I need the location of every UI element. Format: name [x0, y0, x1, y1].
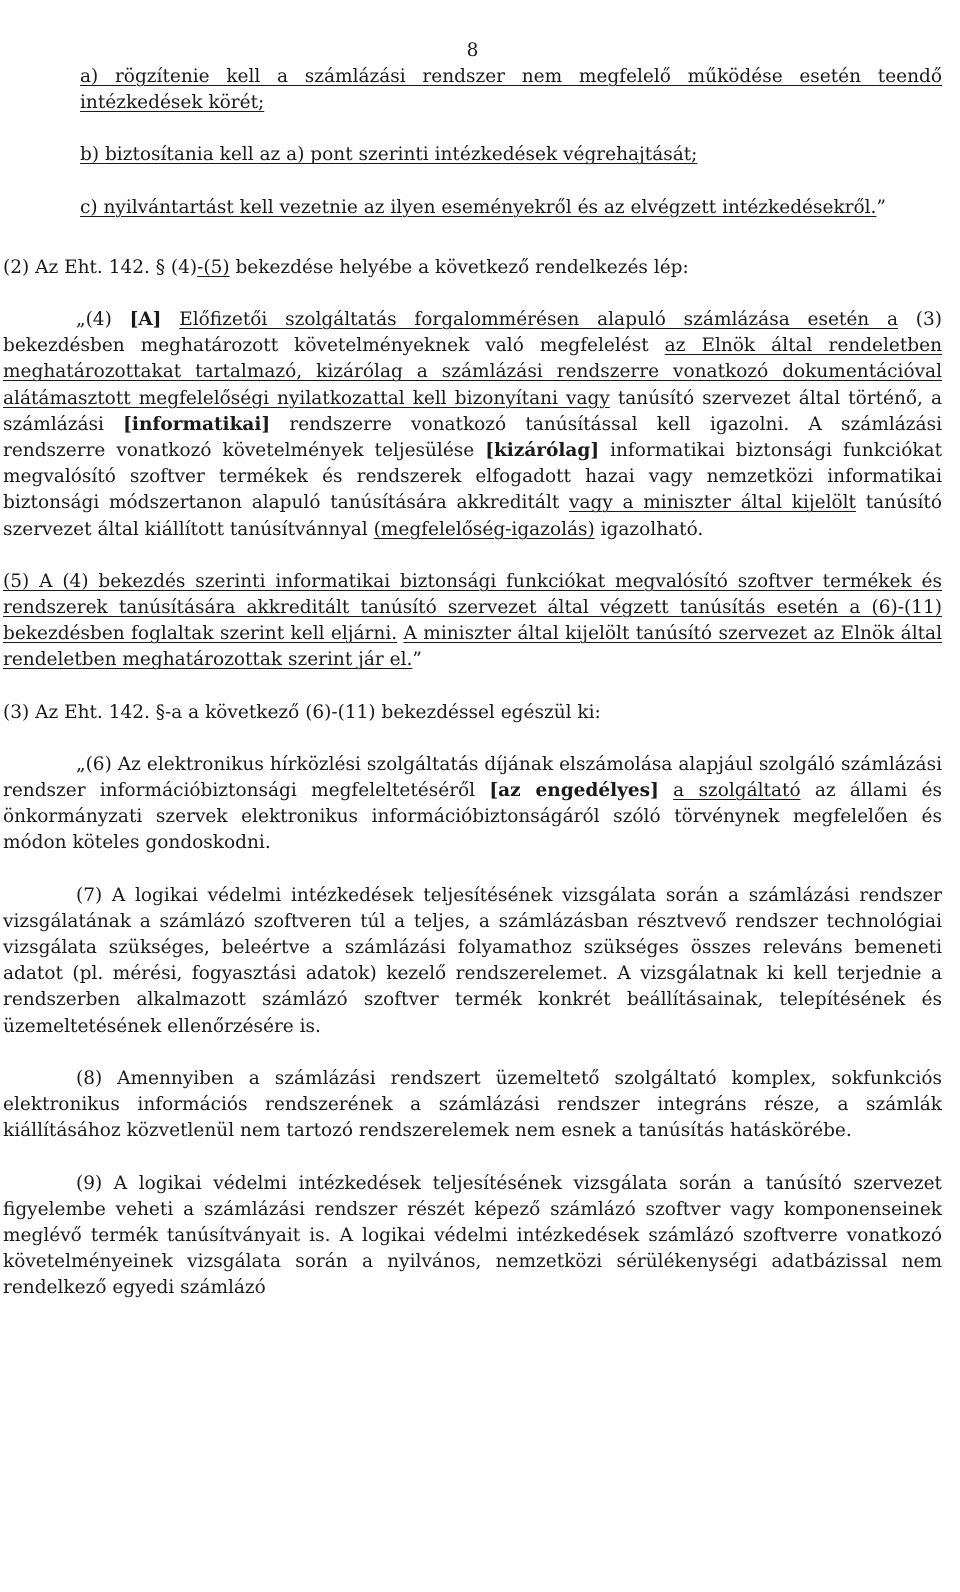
p4-s4: rendszerre vonatkozó tanúsítással kell igazolni. A számlázási rendszerre vonatkozó követelmények teljesülése — [3, 413, 942, 462]
p4-s2: (3) bekezdésben meghatározott követelményeknek való megfelelést — [3, 309, 943, 357]
amendment-2-heading — [3, 255, 942, 281]
p4-s7: igazolható. — [594, 518, 704, 540]
page-number: 8 — [466, 40, 479, 61]
amendment-2-pre: (2) Az Eht. 142. § (4) — [3, 256, 198, 278]
p6-s3: az állami és önkormányzati szervek elektronikus információbiztonságáról szóló törvénynek megfelelően és módon köteles gondoskodni. — [3, 780, 943, 854]
item-a — [3, 64, 942, 116]
p6-bracket: [az engedélyes] — [489, 780, 659, 802]
p4-u4: (megfelelőség-igazolás) — [373, 518, 595, 540]
item-b-text: b) biztosítania kell az a) pont szerinti intézkedések végrehajtását; — [80, 144, 698, 166]
paragraph-6 — [3, 752, 942, 857]
p5-close: ” — [412, 649, 422, 671]
p4-bracket-a: [A] — [129, 309, 162, 331]
item-a-text: a) rögzítenie kell a számlázási rendszer nem megfelelő működése esetén teendő intézkedések körét; — [80, 66, 942, 114]
paragraph-7: (7) A logikai védelmi intézkedések teljesítésének vizsgálata során a számlázási rendszer vizsgálatának a számlázó szoftveren túl a teljes, a számlázásban résztvevő rendszer technológiai vizsgálata szükséges, beleértve a számlázási folyamathoz szükséges összes releváns bemeneti adatot (pl. mérési, fogyasztási adatok) kezelő rendszerelemet. A vizsgálatnak ki kell terjednie a rendszerben alkalmazott számlázó szoftver termék konkrét beállításainak, telepítésének és üzemeltetésének ellenőrzésére is. — [3, 884, 942, 1037]
amendment-2-link: -(5) — [197, 256, 230, 278]
p4-s6: tanúsító szervezet által kiállított tanúsítvánnyal — [3, 492, 942, 540]
p6-s1: „(6) Az elektronikus hírközlési szolgáltatás díjának elszámolása alapjául szolgáló számlázási rendszer információbiztonsági megfeleltetéséről — [3, 753, 942, 802]
p4-bracket-kizarolag: [kizárólag] — [485, 440, 600, 462]
p5-u1: (5) A (4) bekezdés szerinti informatikai biztonsági funkciókat megvalósító szoftver termékek és rendszerek tanúsítására akkreditált tanúsító szervezet által végzett tanúsítás esetén a (6)-(11) bekezdésben foglaltak szerint kell eljárni. — [3, 570, 942, 645]
p4-s1 — [161, 309, 179, 330]
amendment-3-heading: (3) Az Eht. 142. §-a a következő (6)-(11) bekezdéssel egészül ki: — [3, 701, 601, 723]
item-c-text: c) nyilvántartást kell vezetnie az ilyen eseményekről és az elvégzett intézkedésekről. — [80, 196, 877, 218]
p6-s2 — [659, 780, 673, 801]
p5-u2: A miniszter által kijelölt tanúsító szervezet az Elnök által rendeletben meghatározottak szerint jár el. — [3, 623, 942, 671]
p4-s5: informatikai biztonsági funkciókat megvalósító szoftver termékek és rendszerek elfogadott hazai vagy nemzetközi informatikai biztonsági módszertanon alapuló tanúsítására akkreditált — [3, 440, 943, 514]
p6-u1: a szolgáltató — [673, 780, 801, 802]
paragraph-8: (8) Amennyiben a számlázási rendszert üzemeltető szolgáltató komplex, sokfunkciós elektronikus információs rendszerének a számlázási rendszer integráns része, a számlák kiállításához közvetlenül nem tartozó rendszerelemek nem esnek a tanúsítás hatáskörébe. — [3, 1067, 942, 1142]
paragraph-5 — [3, 569, 942, 674]
p4-s3: tanúsító szervezet által történő, a számlázási — [3, 387, 942, 435]
p4-bracket-informatikai: [informatikai] — [123, 413, 271, 435]
p4-u3: vagy a miniszter által kijelölt — [569, 492, 856, 514]
p4-open: „(4) — [76, 309, 130, 331]
p4-u1: Előfizetői szolgáltatás forgalommérésen alapuló számlázása esetén a — [179, 309, 899, 331]
item-c-closing-quote: ” — [876, 196, 886, 218]
item-b — [3, 142, 942, 168]
amendment-2-post: bekezdése helyébe a következő rendelkezés lép: — [229, 256, 689, 278]
item-c — [3, 195, 942, 221]
paragraph-9: (9) A logikai védelmi intézkedések teljesítésének vizsgálata során a tanúsító szervezet figyelembe veheti a számlázási rendszer részét képező számlázó szoftver vagy komponenseinek meglévő termék tanúsítványait is. A logikai védelmi intézkedések számlázó szoftverre vonatkozó követelményeinek vizsgálata során a nyilvános, nemzetközi sérülékenységi adatbázissal nem rendelkező egyedi számlázó — [3, 1172, 942, 1299]
paragraph-4 — [3, 307, 942, 543]
p4-u2: az Elnök által rendeletben meghatározottakat tartalmazó, kizárólag a számlázási rendszerre vonatkozó dokumentációval alátámasztott megfelelőségi nyilatkozattal kell bizonyítani vagy — [3, 335, 942, 409]
